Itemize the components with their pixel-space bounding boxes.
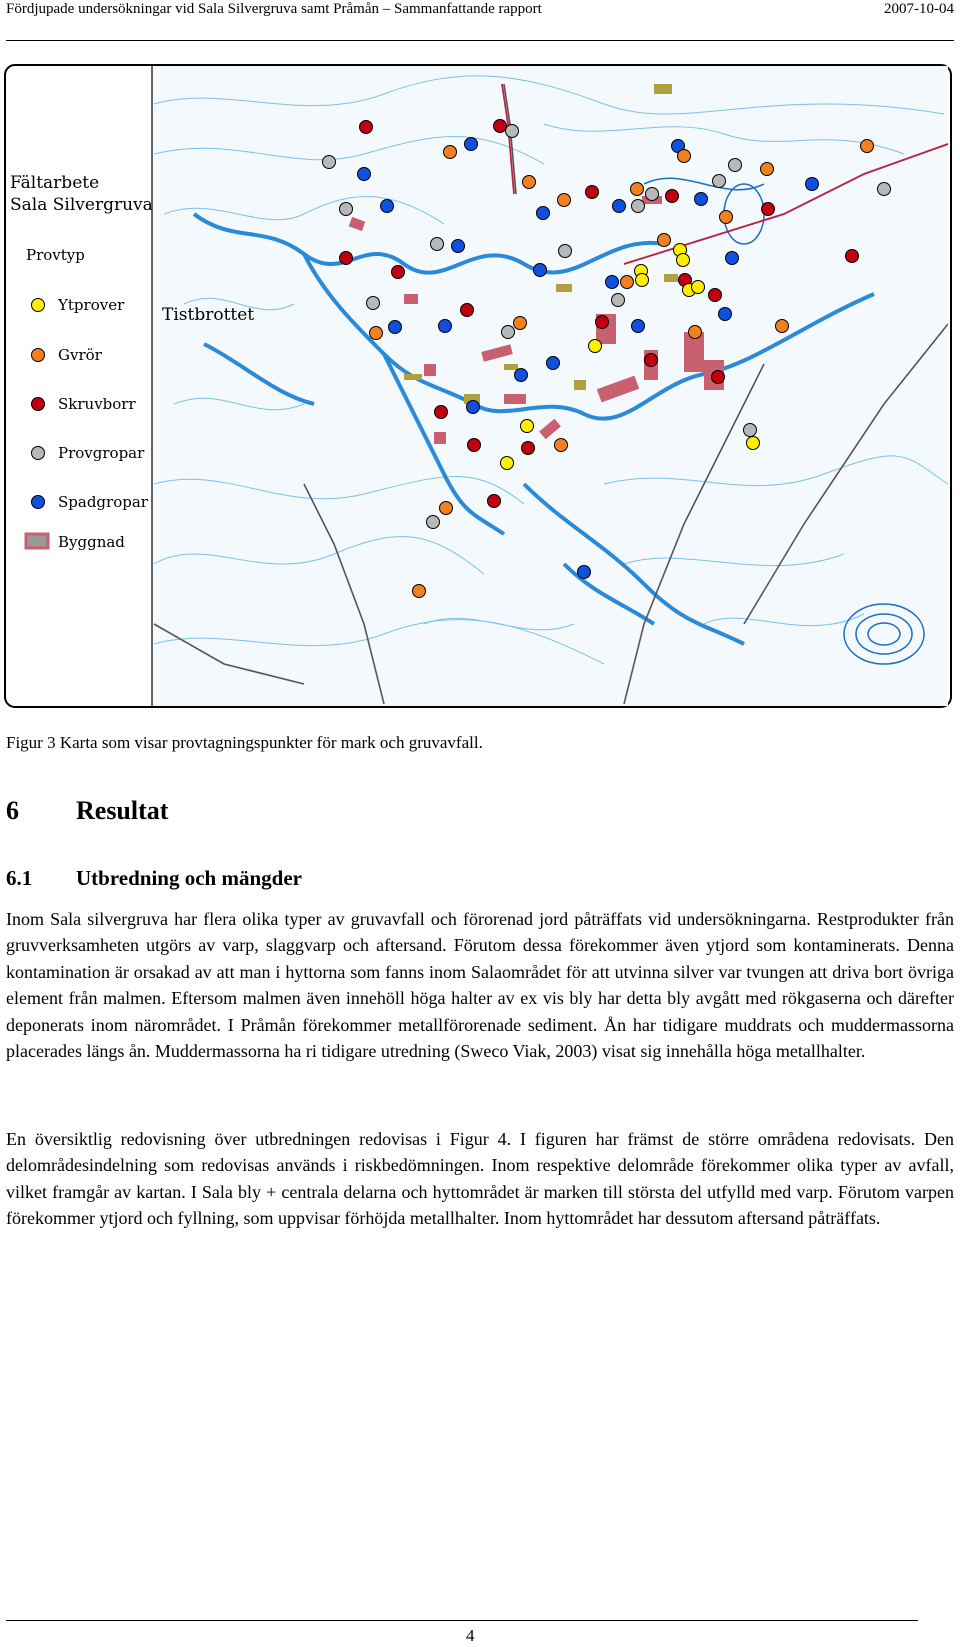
- legend-label-byggnad: Byggnad: [58, 533, 125, 551]
- subsection-number: 6.1: [6, 866, 33, 890]
- legend-title-line1: Fältarbete: [10, 173, 100, 193]
- subsection-title: Utbredning och mängder: [76, 866, 302, 890]
- legend-label-provgropar: Provgropar: [58, 444, 145, 462]
- section-heading: [6, 796, 168, 826]
- legend-heading: Provtyp: [26, 246, 85, 264]
- legend-blue-dot: [32, 496, 45, 509]
- legend-label-spadgropar: Spadgropar: [58, 493, 148, 511]
- legend-yellow-dot: [32, 299, 45, 312]
- legend-label-skruvborr: Skruvborr: [58, 395, 136, 413]
- sampling-map-figure: [4, 64, 952, 708]
- header-date: 2007-10-04: [884, 1, 954, 17]
- body-paragraph-2: En översiktlig redovisning över utbredningen redovisas i Figur 4. I figuren har främst de större områdena redovisats. Den delområdesindelning som redovisas används i riskbedömningen. Inom respektive delområde förekommer olika typer av avfall, vilket framgår av kartan. I Sala bly + centrala delarna och hyttområdet är marken till största del utfylld med varp. Förutom varpen förekommer ytjord och fyllning, som uppvisar förhöjda metallhalter. Inom hyttområdet har dessutom aftersand påträffats.: [6, 1129, 954, 1229]
- legend-label-ytprover: Ytprover: [58, 296, 125, 314]
- place-label-tistbrottet: Tistbrottet: [162, 305, 255, 325]
- legend-label-gvror: Gvrör: [58, 346, 102, 364]
- section-number: 6: [6, 796, 19, 825]
- legend-grey-dot: [32, 447, 45, 460]
- header-divider: [6, 40, 954, 41]
- figure-caption: Figur 3 Karta som visar provtagningspunkter för mark och gruvavfall.: [6, 733, 483, 752]
- legend-title-line2: Sala Silvergruva: [10, 195, 153, 215]
- body-paragraph-1: Inom Sala silvergruva har flera olika typer av gruvavfall och förorenad jord påträffats vid undersökningarna. Restprodukter från gruvverksamheten utgörs av varp, slaggvarp och aftersand. Förutom dessa förekommer även ytjord som kontaminerats. Denna kontamination är orsakad av att man i hyttorna som fanns inom Salaområdet för att utvinna silver var tvungen att driva bort övriga element från malmen. Eftersom malmen även innehöll höga halter av ex vis bly har detta bly avgått med rökgaserna och därefter deponerats inom närområdet. I Pråmån förekommer metallförorenade sediment. Ån har tidigare muddrats och muddermassorna placerades längs ån. Muddermassorna ha ri tidigare utredning (Sweco Viak, 2003) visat sig innehålla höga metallhalter.: [6, 909, 954, 1062]
- legend-red-dot: [32, 398, 45, 411]
- page-header: [6, 0, 954, 28]
- subsection-heading: [6, 866, 302, 891]
- section-title: Resultat: [76, 796, 169, 825]
- legend-building-swatch: [26, 534, 48, 548]
- footer-divider: [6, 1620, 918, 1621]
- legend-orange-dot: [32, 349, 45, 362]
- header-title: Fördjupade undersökningar vid Sala Silvergruva samt Pråmån – Sammanfattande rapport: [6, 1, 542, 17]
- page-number: 4: [466, 1626, 475, 1645]
- map-background: [152, 66, 948, 706]
